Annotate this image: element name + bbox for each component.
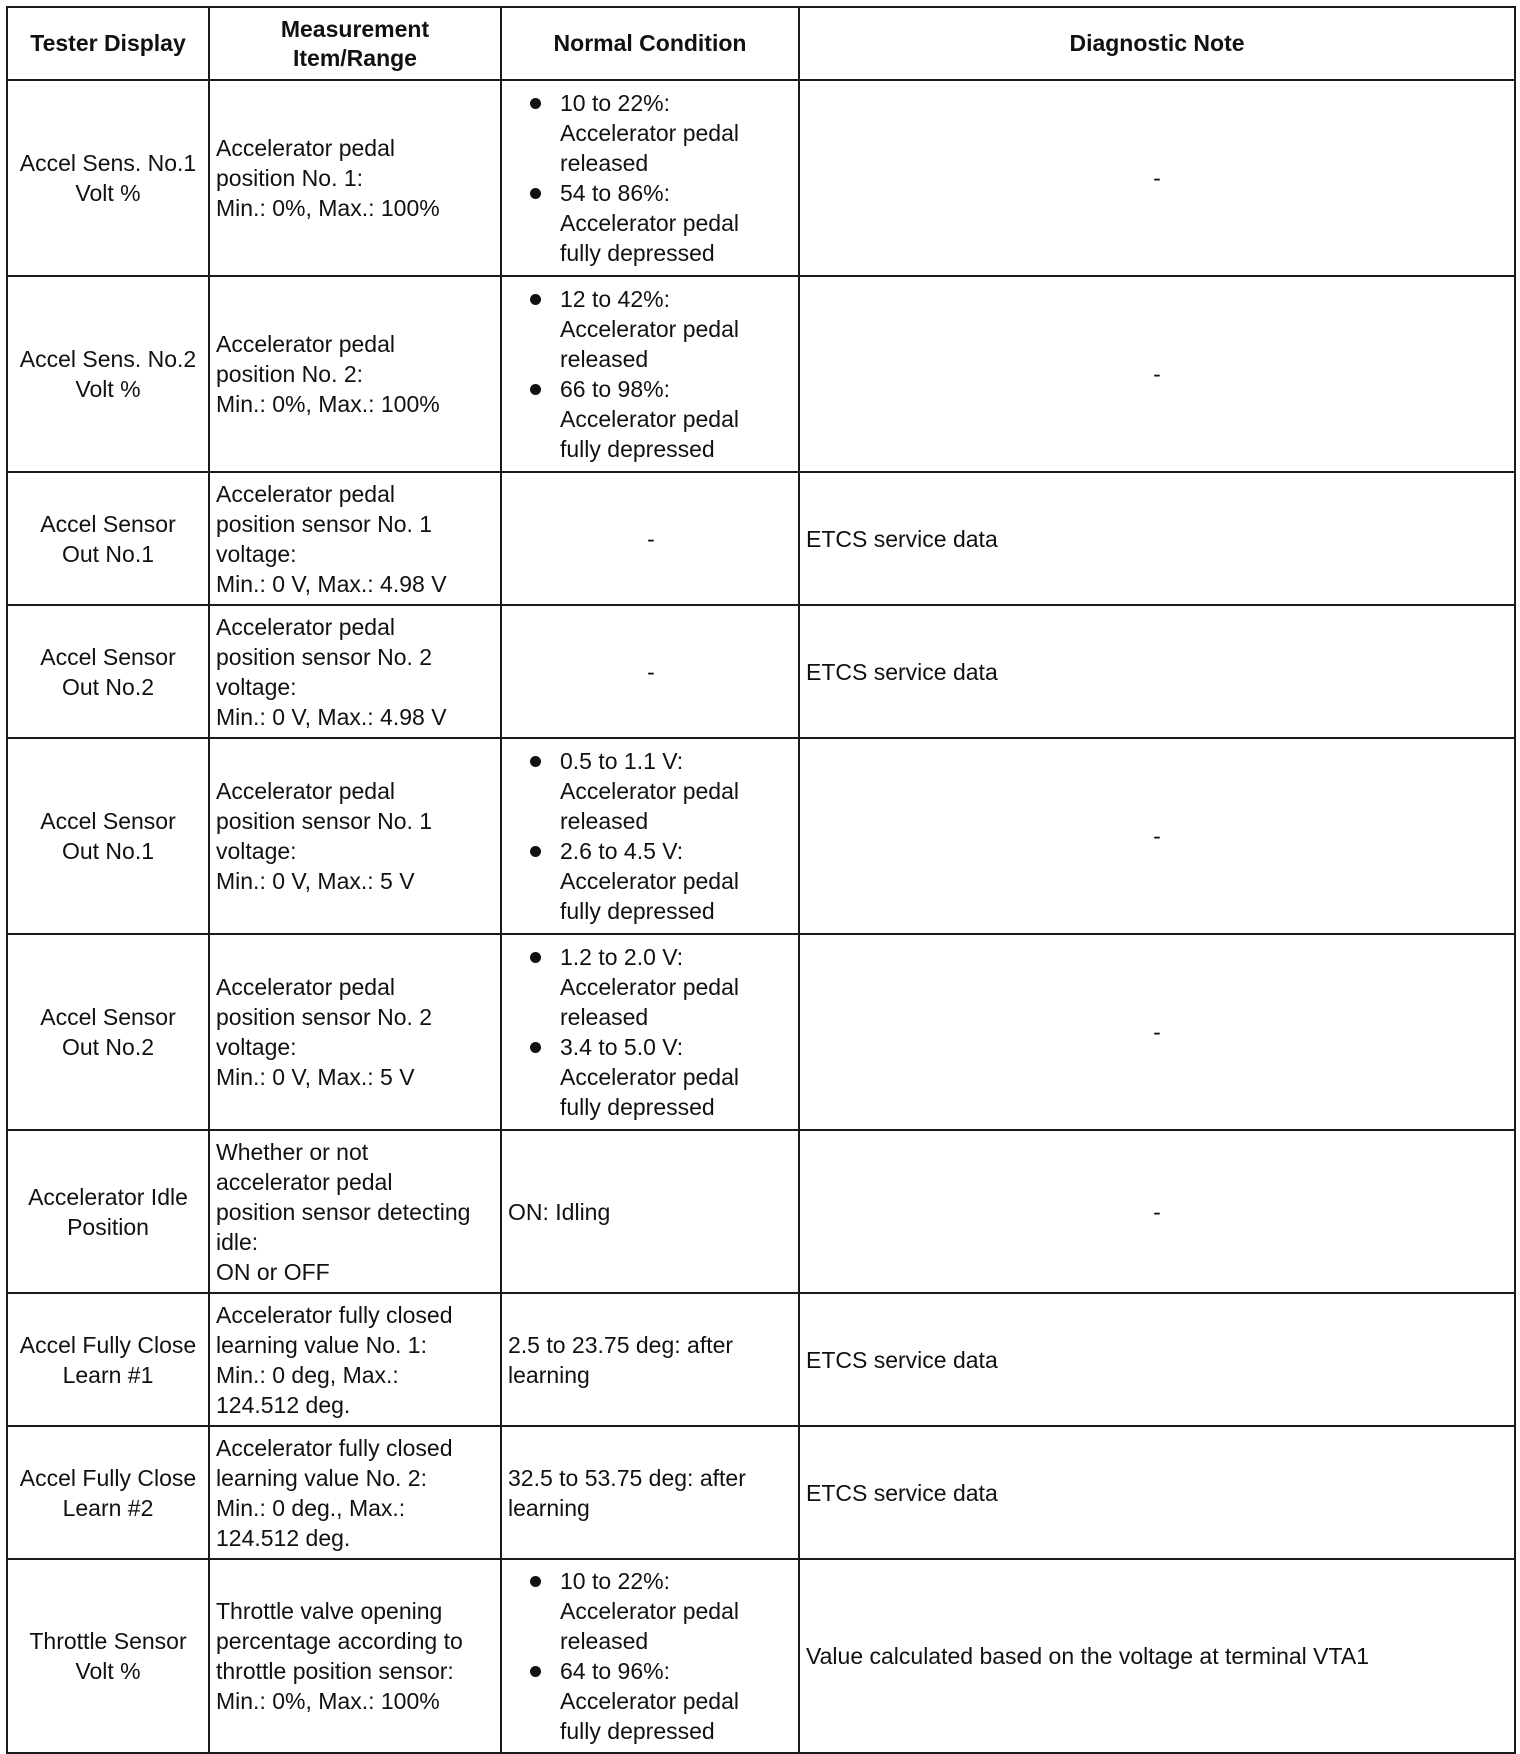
measurement-cell: Throttle valve opening percentage according to throttle position sensor: Min.: 0%, Max.: 100%	[209, 1559, 501, 1753]
normal-condition-cell: -	[501, 605, 799, 738]
diagnostic-note-cell: -	[799, 738, 1515, 934]
normal-condition-cell	[501, 80, 799, 276]
tester-display-cell: Accel Sensor Out No.2	[7, 605, 209, 738]
measurement-cell: Accelerator pedal position sensor No. 1 voltage: Min.: 0 V, Max.: 5 V	[209, 738, 501, 934]
diagnostic-note-cell: ETCS service data	[799, 472, 1515, 605]
tester-display-cell: Throttle Sensor Volt %	[7, 1559, 209, 1753]
condition-bullet: 54 to 86%: Accelerator pedal fully depressed	[530, 178, 794, 268]
diagnostic-note-cell: Value calculated based on the voltage at terminal VTA1	[799, 1559, 1515, 1753]
measurement-cell: Accelerator pedal position No. 2: Min.: 0%, Max.: 100%	[209, 276, 501, 472]
diagnostic-note-cell: ETCS service data	[799, 1293, 1515, 1426]
normal-condition-cell: ON: Idling	[501, 1130, 799, 1293]
measurement-cell: Accelerator pedal position sensor No. 1 voltage: Min.: 0 V, Max.: 4.98 V	[209, 472, 501, 605]
tester-display-cell: Accelerator Idle Position	[7, 1130, 209, 1293]
normal-condition-cell	[501, 1559, 799, 1753]
diagnostic-note-cell: -	[799, 934, 1515, 1130]
condition-bullet: 0.5 to 1.1 V: Accelerator pedal released	[530, 746, 794, 836]
normal-condition-cell: 2.5 to 23.75 deg: after learning	[501, 1293, 799, 1426]
table-row	[7, 80, 1515, 276]
table-row	[7, 276, 1515, 472]
diagnostic-note-cell: -	[799, 80, 1515, 276]
normal-condition-cell	[501, 934, 799, 1130]
condition-bullet: 2.6 to 4.5 V: Accelerator pedal fully depressed	[530, 836, 794, 926]
tester-display-cell: Accel Sensor Out No.1	[7, 738, 209, 934]
diagnostic-note-cell: -	[799, 1130, 1515, 1293]
diagnostic-note-cell: -	[799, 276, 1515, 472]
measurement-cell: Accelerator fully closed learning value No. 2: Min.: 0 deg., Max.: 124.512 deg.	[209, 1426, 501, 1559]
tester-display-cell: Accel Fully Close Learn #1	[7, 1293, 209, 1426]
tester-display-cell: Accel Sensor Out No.2	[7, 934, 209, 1130]
table-row	[7, 1293, 1515, 1426]
data-list-table	[6, 6, 1516, 1754]
diagnostic-note-cell: ETCS service data	[799, 605, 1515, 738]
measurement-cell: Accelerator pedal position sensor No. 2 voltage: Min.: 0 V, Max.: 5 V	[209, 934, 501, 1130]
condition-bullet: 10 to 22%: Accelerator pedal released	[530, 1566, 794, 1656]
table-row	[7, 934, 1515, 1130]
normal-condition-cell	[501, 738, 799, 934]
measurement-cell: Whether or not accelerator pedal position sensor detecting idle: ON or OFF	[209, 1130, 501, 1293]
tester-display-cell: Accel Fully Close Learn #2	[7, 1426, 209, 1559]
tester-display-cell: Accel Sensor Out No.1	[7, 472, 209, 605]
table-row	[7, 738, 1515, 934]
condition-bullet: 66 to 98%: Accelerator pedal fully depressed	[530, 374, 794, 464]
condition-bullet: 1.2 to 2.0 V: Accelerator pedal released	[530, 942, 794, 1032]
header-normal-condition: Normal Condition	[501, 7, 799, 80]
condition-bullet: 64 to 96%: Accelerator pedal fully depressed	[530, 1656, 794, 1746]
table-row	[7, 1426, 1515, 1559]
table-row	[7, 1559, 1515, 1753]
normal-condition-cell: -	[501, 472, 799, 605]
tester-display-cell: Accel Sens. No.1 Volt %	[7, 80, 209, 276]
normal-condition-cell	[501, 276, 799, 472]
table-row	[7, 472, 1515, 605]
condition-bullet: 10 to 22%: Accelerator pedal released	[530, 88, 794, 178]
tester-display-cell: Accel Sens. No.2 Volt %	[7, 276, 209, 472]
table-row	[7, 605, 1515, 738]
header-tester-display: Tester Display	[7, 7, 209, 80]
header-row	[7, 7, 1515, 80]
measurement-cell: Accelerator pedal position sensor No. 2 voltage: Min.: 0 V, Max.: 4.98 V	[209, 605, 501, 738]
condition-bullet: 12 to 42%: Accelerator pedal released	[530, 284, 794, 374]
diagnostic-note-cell: ETCS service data	[799, 1426, 1515, 1559]
measurement-cell: Accelerator fully closed learning value No. 1: Min.: 0 deg, Max.: 124.512 deg.	[209, 1293, 501, 1426]
condition-bullet: 3.4 to 5.0 V: Accelerator pedal fully depressed	[530, 1032, 794, 1122]
measurement-cell: Accelerator pedal position No. 1: Min.: 0%, Max.: 100%	[209, 80, 501, 276]
normal-condition-cell: 32.5 to 53.75 deg: after learning	[501, 1426, 799, 1559]
table-row	[7, 1130, 1515, 1293]
header-measurement-item-range: Measurement Item/Range	[209, 7, 501, 80]
header-diagnostic-note: Diagnostic Note	[799, 7, 1515, 80]
